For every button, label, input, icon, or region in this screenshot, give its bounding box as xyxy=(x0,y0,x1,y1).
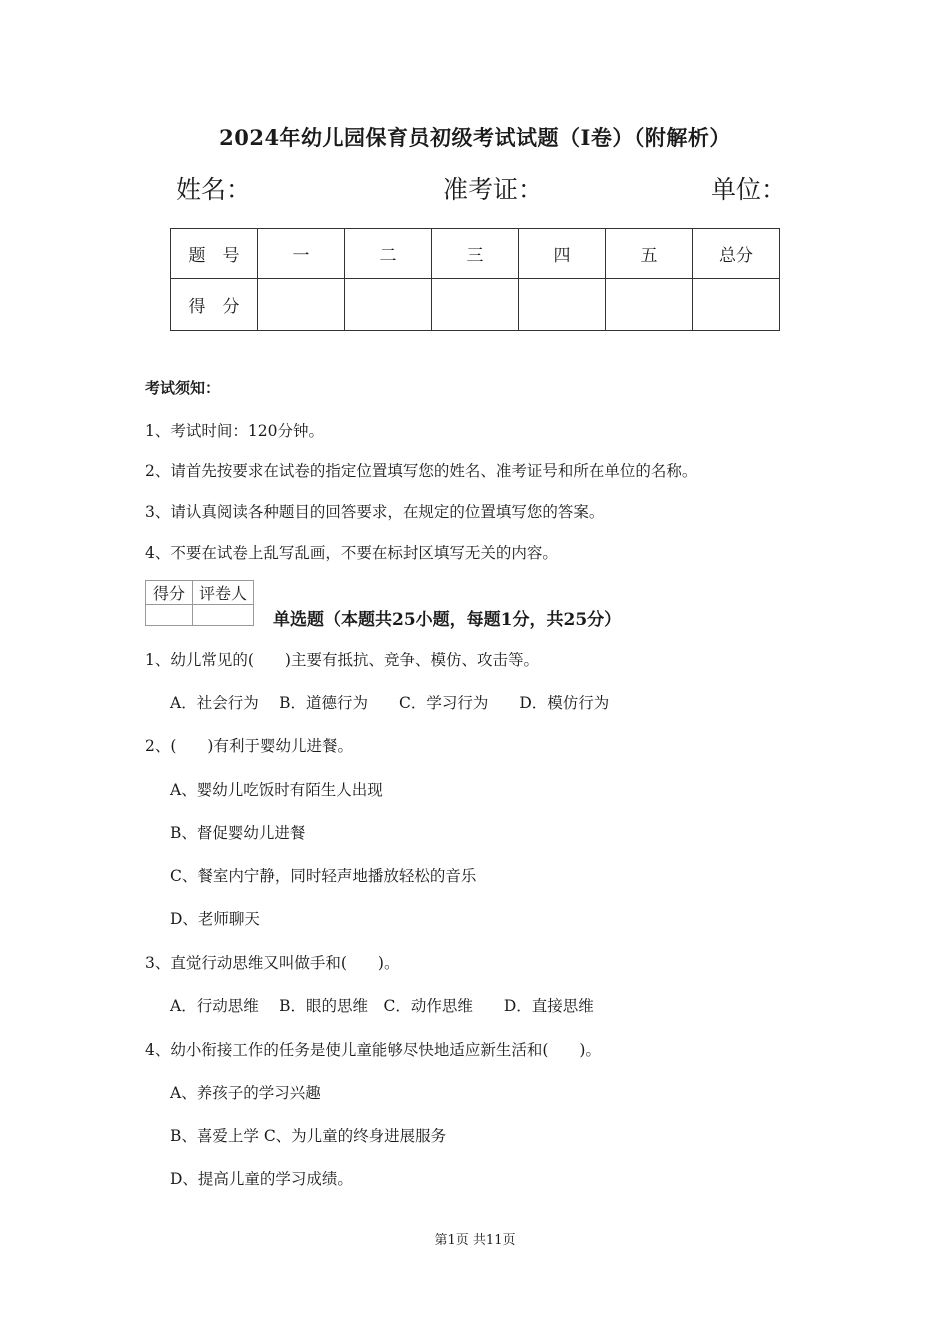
grader-reviewer-cell[interactable] xyxy=(193,605,254,626)
notice-item: 1、考试时间：120分钟。 xyxy=(145,422,324,440)
score-cell-5[interactable] xyxy=(606,279,693,331)
question-stem: 4、幼小衔接工作的任务是使儿童能够尽快地适应新生活和( )。 xyxy=(145,1041,601,1059)
page-title: 2024年幼儿园保育员初级考试试题（I卷）（附解析） xyxy=(219,125,731,150)
question-option: C、餐室内宁静，同时轻声地播放轻松的音乐 xyxy=(170,867,477,885)
notice-item: 3、请认真阅读各种题目的回答要求，在规定的位置填写您的答案。 xyxy=(145,503,605,521)
question-option: A．行动思维 B．眼的思维 C．动作思维 D．直接思维 xyxy=(170,997,594,1015)
score-row-label: 得 分 xyxy=(171,279,258,331)
page-footer: 第1页 共11页 xyxy=(434,1233,516,1248)
question-option: B、督促婴幼儿进餐 xyxy=(170,824,306,842)
grader-reviewer-label: 评卷人 xyxy=(193,581,254,605)
question-option: B、喜爱上学 C、为儿童的终身进展服务 xyxy=(170,1127,447,1145)
notice-heading: 考试须知： xyxy=(145,379,221,397)
notice-item: 2、请首先按要求在试卷的指定位置填写您的姓名、准考证号和所在单位的名称。 xyxy=(145,462,698,480)
grader-box xyxy=(145,580,254,626)
grader-score-cell[interactable] xyxy=(146,605,193,626)
exam-id-field-label: 准考证： xyxy=(443,175,544,204)
question-stem: 1、幼儿常见的( )主要有抵抗、竞争、模仿、攻击等。 xyxy=(145,651,539,669)
name-field-label: 姓名： xyxy=(176,175,252,204)
question-option: A、婴幼儿吃饭时有陌生人出现 xyxy=(170,781,383,799)
question-option: A．社会行为 B．道德行为 C．学习行为 D．模仿行为 xyxy=(170,694,610,712)
score-table-score-row xyxy=(171,279,780,331)
header-cell-total: 总分 xyxy=(693,229,780,279)
notice-item: 4、不要在试卷上乱写乱画，不要在标封区填写无关的内容。 xyxy=(145,544,558,562)
question-stem: 2、( )有利于婴幼儿进餐。 xyxy=(145,737,353,755)
question-option: D、老师聊天 xyxy=(170,910,260,928)
question-option: D、提高儿童的学习成绩。 xyxy=(170,1170,353,1188)
header-cell-4: 四 xyxy=(519,229,606,279)
score-cell-2[interactable] xyxy=(345,279,432,331)
header-cell-2: 二 xyxy=(345,229,432,279)
score-cell-4[interactable] xyxy=(519,279,606,331)
score-cell-3[interactable] xyxy=(432,279,519,331)
grader-score-label: 得分 xyxy=(146,581,193,605)
score-cell-1[interactable] xyxy=(258,279,345,331)
score-cell-total[interactable] xyxy=(693,279,780,331)
question-stem: 3、直觉行动思维又叫做手和( )。 xyxy=(145,954,400,972)
section-title: 单选题（本题共25小题，每题1分，共25分） xyxy=(273,610,622,630)
score-table xyxy=(170,228,780,331)
header-cell-3: 三 xyxy=(432,229,519,279)
score-table-header-row xyxy=(171,229,780,279)
question-option: A、养孩子的学习兴趣 xyxy=(170,1084,321,1102)
header-cell-1: 一 xyxy=(258,229,345,279)
unit-field-label: 单位： xyxy=(711,175,787,204)
header-cell-label: 题 号 xyxy=(171,229,258,279)
header-cell-5: 五 xyxy=(606,229,693,279)
